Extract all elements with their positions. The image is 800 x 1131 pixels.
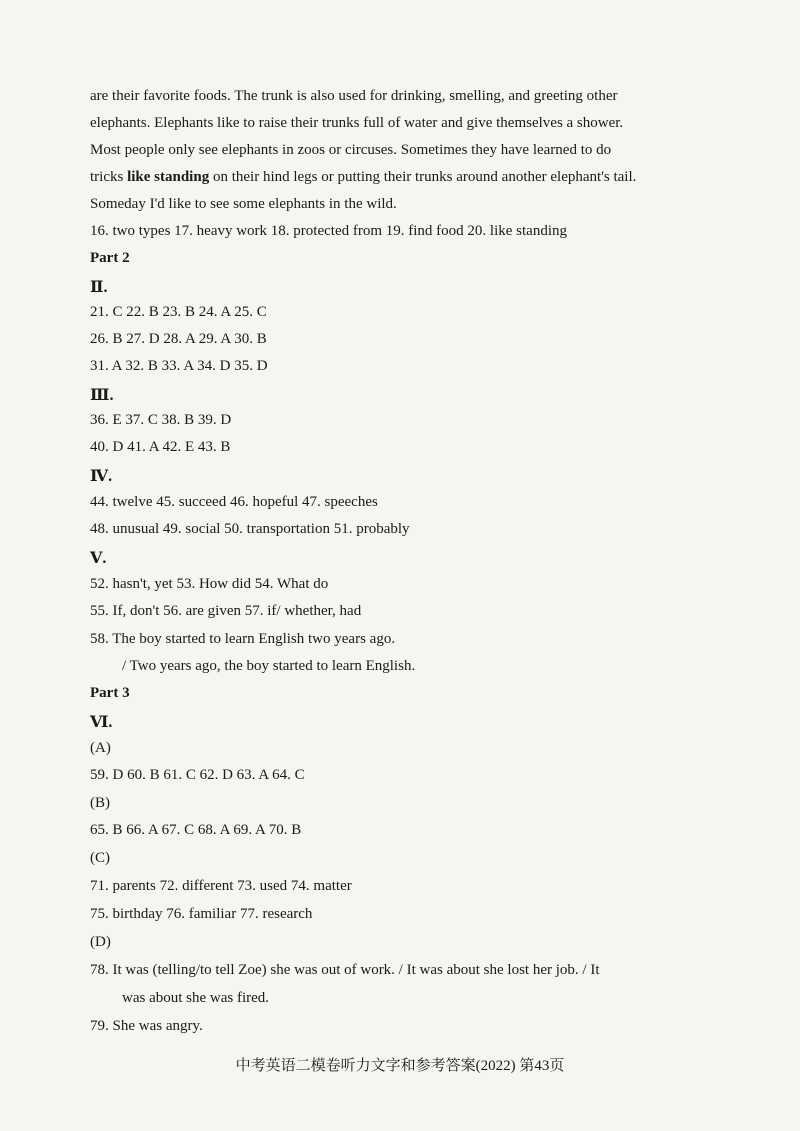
- passage-line-4: [90, 169, 636, 186]
- answers-65-70: 65. B 66. A 67. C 68. A 69. A 70. B: [90, 822, 302, 838]
- answer-79: 79. She was angry.: [90, 1018, 203, 1034]
- answers-16-20: 16. two types 17. heavy work 18. protected from 19. find food 20. like standing: [90, 223, 567, 239]
- passage-line-3: Most people only see elephants in zoos or circuses. Sometimes they have learned to do: [90, 142, 612, 158]
- answer-58-line-2: / Two years ago, the boy started to learn English.: [122, 658, 416, 674]
- answers-75-77: 75. birthday 76. familiar 77. research: [90, 906, 313, 922]
- passage-line-1: are their favorite foods. The trunk is also used for drinking, smelling, and greeting other: [90, 88, 618, 104]
- answers-21-25: 21. C 22. B 23. B 24. A 25. C: [90, 304, 267, 320]
- group-b-label: (B): [90, 795, 110, 811]
- section-iv-heading: Ⅳ.: [90, 468, 113, 485]
- part-2-heading: Part 2: [90, 250, 130, 266]
- section-vi-heading: Ⅵ.: [90, 714, 113, 731]
- answer-78-line-1: 78. It was (telling/to tell Zoe) she was out of work. / It was about she lost her job. / It: [90, 962, 600, 978]
- answers-71-74: 71. parents 72. different 73. used 74. matter: [90, 878, 352, 894]
- answer-58-line-1: 58. The boy started to learn English two years ago.: [90, 631, 396, 647]
- passage-line-5: Someday I'd like to see some elephants in the wild.: [90, 196, 397, 212]
- passage-line-2: elephants. Elephants like to raise their trunks full of water and give themselves a shower.: [90, 115, 624, 131]
- page-footer: 中考英语二模卷听力文字和参考答案(2022) 第43页: [235, 1058, 565, 1074]
- group-c-label: (C): [90, 850, 110, 866]
- answers-44-47: 44. twelve 45. succeed 46. hopeful 47. speeches: [90, 494, 378, 510]
- answers-52-54: 52. hasn't, yet 53. How did 54. What do: [90, 576, 329, 592]
- answers-36-39: 36. E 37. C 38. B 39. D: [90, 412, 232, 428]
- section-ii-heading: Ⅱ.: [90, 279, 108, 296]
- section-iii-heading: Ⅲ.: [90, 387, 114, 404]
- answer-78-line-2: was about she was fired.: [122, 990, 270, 1006]
- answers-59-64: 59. D 60. B 61. C 62. D 63. A 64. C: [90, 767, 305, 783]
- answers-48-51: 48. unusual 49. social 50. transportation 51. probably: [90, 521, 410, 537]
- passage-line-4-start: tricks: [90, 169, 128, 185]
- group-d-label: (D): [90, 934, 111, 950]
- group-a-label: (A): [90, 740, 111, 756]
- highlighted-phrase: like standing: [127, 169, 210, 185]
- passage-line-4-end: on their hind legs or putting their trunks around another elephant's tail.: [209, 169, 637, 185]
- part-3-heading: Part 3: [90, 685, 130, 701]
- answers-55-57: 55. If, don't 56. are given 57. if/ whether, had: [90, 603, 362, 619]
- section-v-heading: Ⅴ.: [90, 550, 107, 567]
- answers-31-35: 31. A 32. B 33. A 34. D 35. D: [90, 358, 268, 374]
- answers-40-43: 40. D 41. A 42. E 43. B: [90, 439, 231, 455]
- answers-26-30: 26. B 27. D 28. A 29. A 30. B: [90, 331, 267, 347]
